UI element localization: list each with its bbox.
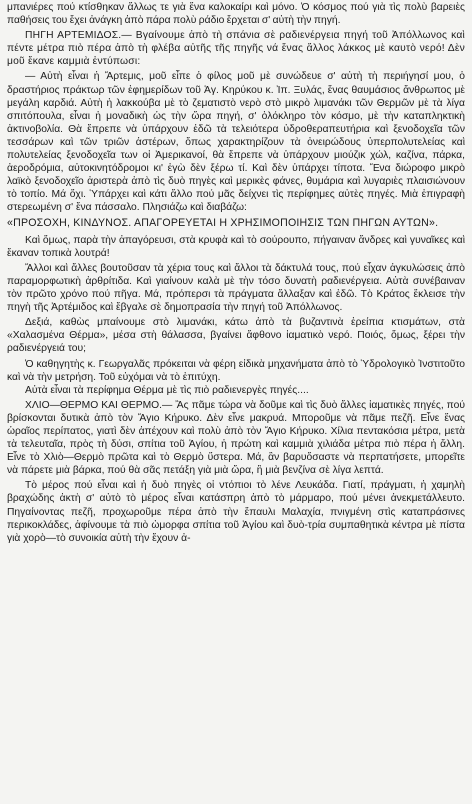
paragraph-despite-ban: Καὶ ὅμως, παρὰ τὴν ἀπαγόρευσι, στὰ κρυφὰ καὶ τὸ σούρουπο, πήγαιναν ἄνδρες καὶ γυναῖκες καὶ ἔκαναν τοπικὰ λουτρά!: [7, 234, 465, 259]
paragraph-professor: Ὁ καθηγητὴς κ. Γεωργαλᾶς πρόκειται νὰ φέρη εἰδικὰ μηχανήματα ἀπὸ τὸ Ὑδρολογικὸ Ἰνστιτοῦτο καὶ νὰ τὴν μετρήση. Τοῦ εὐχόμαι νὰ τὸ ἐπιτύχη.: [7, 358, 465, 383]
paragraph-artemis-quote: — Αὐτὴ εἶναι ἡ Ἄρτεμις, μοῦ εἶπε ὁ φίλος μοῦ μὲ συνώδευε σ' αὐτὴ τὴ περιήγησί μου, ὁ δραστήριος πράκτωρ τῶν ἐφημερίδων τοῦ Ἁγ. Κηρύκου κ. Ἰπ. Ξυλάς, ἕνας θαυμάσιος ἄνθρωπος μὲ μεγάλη καρδιά. Αὐτὴ ἡ λακκούβα μὲ τὸ ζεματιστὸ νερὸ στὸ μικρὸ λιμανάκι τῶν Θερμῶν μὲ τὰ λίγα σπιτόπουλα, εἶναι ἡ μοναδικὴ ὡς τὴν ὥρα πηγή, σ' ὁλόκληρο τὸν κόσμο, μὲ τὴν καταπληκτικὴ ἀκτινοβολία. Θὰ ἔπρεπε νὰ ὑπάρχουν ἐδῶ τὰ τελειότερα ὑδροθεραπευτήρια καὶ ξενοδοχεῖα τῶν τεσσάρων καὶ τῶν τριῶν ἀστέρων, ὅπως χαρακτηρίζουν τὰ ὀνειρώδους ὑπερπολυτελείας καὶ πολυτελείας ξενοδοχεῖα των οἱ Ἀμερικανοί, θὰ ἔπρεπε νὰ ὑπάρχουν μιούζικ χώλ, καζίνα, πάρκα, ἀεροδρόμια, αὐτοκινητόδρομοι κι' ἐγὼ δὲν ξέρω τί. Καὶ δὲν ὑπάρχει τίποτα. Ἕνα διώροφο μικρὸ λαϊκὸ ξενοδοχεῖο ἀριστερὰ ἀπὸ τὶς δυὸ πηγὲς καὶ μερικὲς φάνες, θυμάρια καὶ λυγαριὲς πλαισιώνουν τὸ τοπίο. Μά ὄχι. Ὑπάρχει καὶ κάτι ἄλλο πού μᾶς δείχνει τὶς περίφημες αὐτὲς πηγές. Μιὰ ἐπιγραφὴ στερεωμένη σ' ἕνα πάσσαλο. Πλησιάζω καὶ διαβάζω:: [7, 71, 465, 214]
document-page: [7, 0, 465, 804]
paragraph-intro: μπανιέρες πού κτίσθηκαν ἄλλως τε γιὰ ἕνα καλοκαίρι καὶ μόνο. Ὁ κόσμος πού γιὰ τὶς πολὺ βαρειὲς παθήσεις του ἔχει ἀνάγκη ἀπὸ πάρα πολὺ ράδιο ἔρχεται σ' αὐτὴ τὴν πηγή.: [7, 2, 465, 27]
warning-sign-text: «ΠΡΟΣΟΧΗ, ΚΙΝΔΥΝΟΣ. ΑΠΑΓΟΡΕΥΕΤΑΙ Η ΧΡΗΣΙΜΟΠΟΙΗΣΙΣ ΤΩΝ ΠΗΓΩΝ ΑΥΤΩΝ».: [7, 216, 439, 229]
paragraph-arthritis: Ἄλλοι καὶ ἄλλες βουτοῦσαν τὰ χέρια τους καὶ ἄλλοι τὰ δάκτυλά τους, πού εἶχαν ἀγκυλώσεις ἀπὸ παραμορφωτικὴ ἀρθρίτιδα. Καὶ γιαίνουν καλὰ μὲ τὴν τόσο δυνατὴ ραδιενέργεια. Αὐτὰ συνέβαιναν τὸν πρῶτο χρόνο πού πῆγα. Μά, πρόπερσι τὰ πράγματα ἄλλαξαν καὶ ἐδῶ. Τὸ Κράτος ἔκλεισε τὴν πηγὴ τῆς Ἀρτέμιδος καὶ ἔβγαλε σὲ δημοπρασία τὴν πηγή τοῦ Ἀπόλλωνος.: [7, 262, 465, 314]
paragraph-byzantine-ruins: Δεξιά, καθὼς μπαίνουμε στὸ λιμανάκι, κάτω ἀπὸ τὰ βυζαντινὰ ἐρείπια κτισμάτων, στὰ «Χαλασμένα Θέρμα», μέσα στὴ θάλασσα, βγαίνει ἄφθονο ἰαματικὸ νερό. Ποιός, ὅμως, ξέρει τὴν ραδιενέργειά του;: [7, 317, 465, 355]
paragraph-chlio-thermo-heading: ΧΛΙΟ—ΘΕΡΜΟ ΚΑΙ ΘΕΡΜΟ.— Ἂς πᾶμε τώρα νὰ δοῦμε καὶ τὶς δυὸ ἄλλες ἰαματικὲς πηγές, πού βρίσκονται δυτικὰ ἀπὸ τὸν Ἅγιο Κήρυκο. Δὲν εἶνε μακρυά. Μποροῦμε νὰ πᾶμε πεζῆ. Εἶνε ἕνας ὡραῖος περίπατος, γιατὶ δὲν ἀπέχουν καὶ πολὺ ἀπὸ τὸν Ἅγιο Κήρυκο. Χίλια πεντακόσια μέτρα, μετὰ τὰ τελευταῖα, πρὸς τὴ δύσι, σπίτια τοῦ Ἁγίου, ἡ πρώτη καὶ καμμιὰ χιλιάδα μέτρα πιὸ πέρα ἡ ἄλλη. Εἶνε τὸ Χλιὸ—Θερμὸ πρῶτα καὶ τὸ Θερμὸ ὕστερα. Μά, ἂν βαρυὄσαστε νὰ περπατήσετε, μπορεῖτε νὰ πάρετε μιὰ βάρκα, πού θὰ σᾶς πετάξη γιὰ μιὰ ὥρα, ἢ μιὰ βενζίνα σὲ λίγα λεπτά.: [7, 399, 465, 477]
paragraph-lefkada: Τὸ μέρος πού εἶναι καὶ ἡ δυὸ πηγὲς οἱ ντόπιοι τὸ λένε Λευκάδα. Γιατί, πράγματι, ἡ χαμηλὴ βραχώδης ἀκτὴ σ' αὐτὸ τὸ μέρος εἶναι κατάσπρη ἀπὸ τὸ μάρμαρο, πού μένει ἀνεκμετάλλευτο. Πηγαίνοντας πεζῆ, προχωροῦμε πέρα ἀπὸ τὴν ἔπαυλι Μαλαχία, πνιγμένη στὶς καταπράσινες περικοκλάδες, ἀφίνουμε τὰ πιὸ ὠμορφα σπίτια τοῦ Ἁγίου καὶ δυὸ-τρία συμπαθητικὰ κέντρα μὲ πίστα γιὰ χορὸ—τὸ συνοικία αὐτὴ τὴν ἔχουν ἀ-: [7, 480, 465, 544]
paragraph-artemidos-heading: ΠΗΓΗ ΑΡΤΕΜΙΔΟΣ.— Βγαίνουμε ἀπὸ τὴ σπάνια σὲ ραδιενέργεια πηγή τοῦ Ἀπόλλωνος καὶ πέντε μέτρα πιὸ πέρα ἀπὸ τὴ φλέβα αὐτῆς τῆς πηγῆς νά ἕνας ἄλλος λάκκος μὲ καυτὸ νερό! Δὲν μοῦ ἔκανε καμμιὰ ἐντύπωσι:: [7, 30, 465, 68]
paragraph-famous-therma: Αὐτὰ εἶναι τὰ περίφημα Θέρμα μὲ τὶς πιὸ ραδιενεργὲς πηγές....: [25, 384, 309, 396]
